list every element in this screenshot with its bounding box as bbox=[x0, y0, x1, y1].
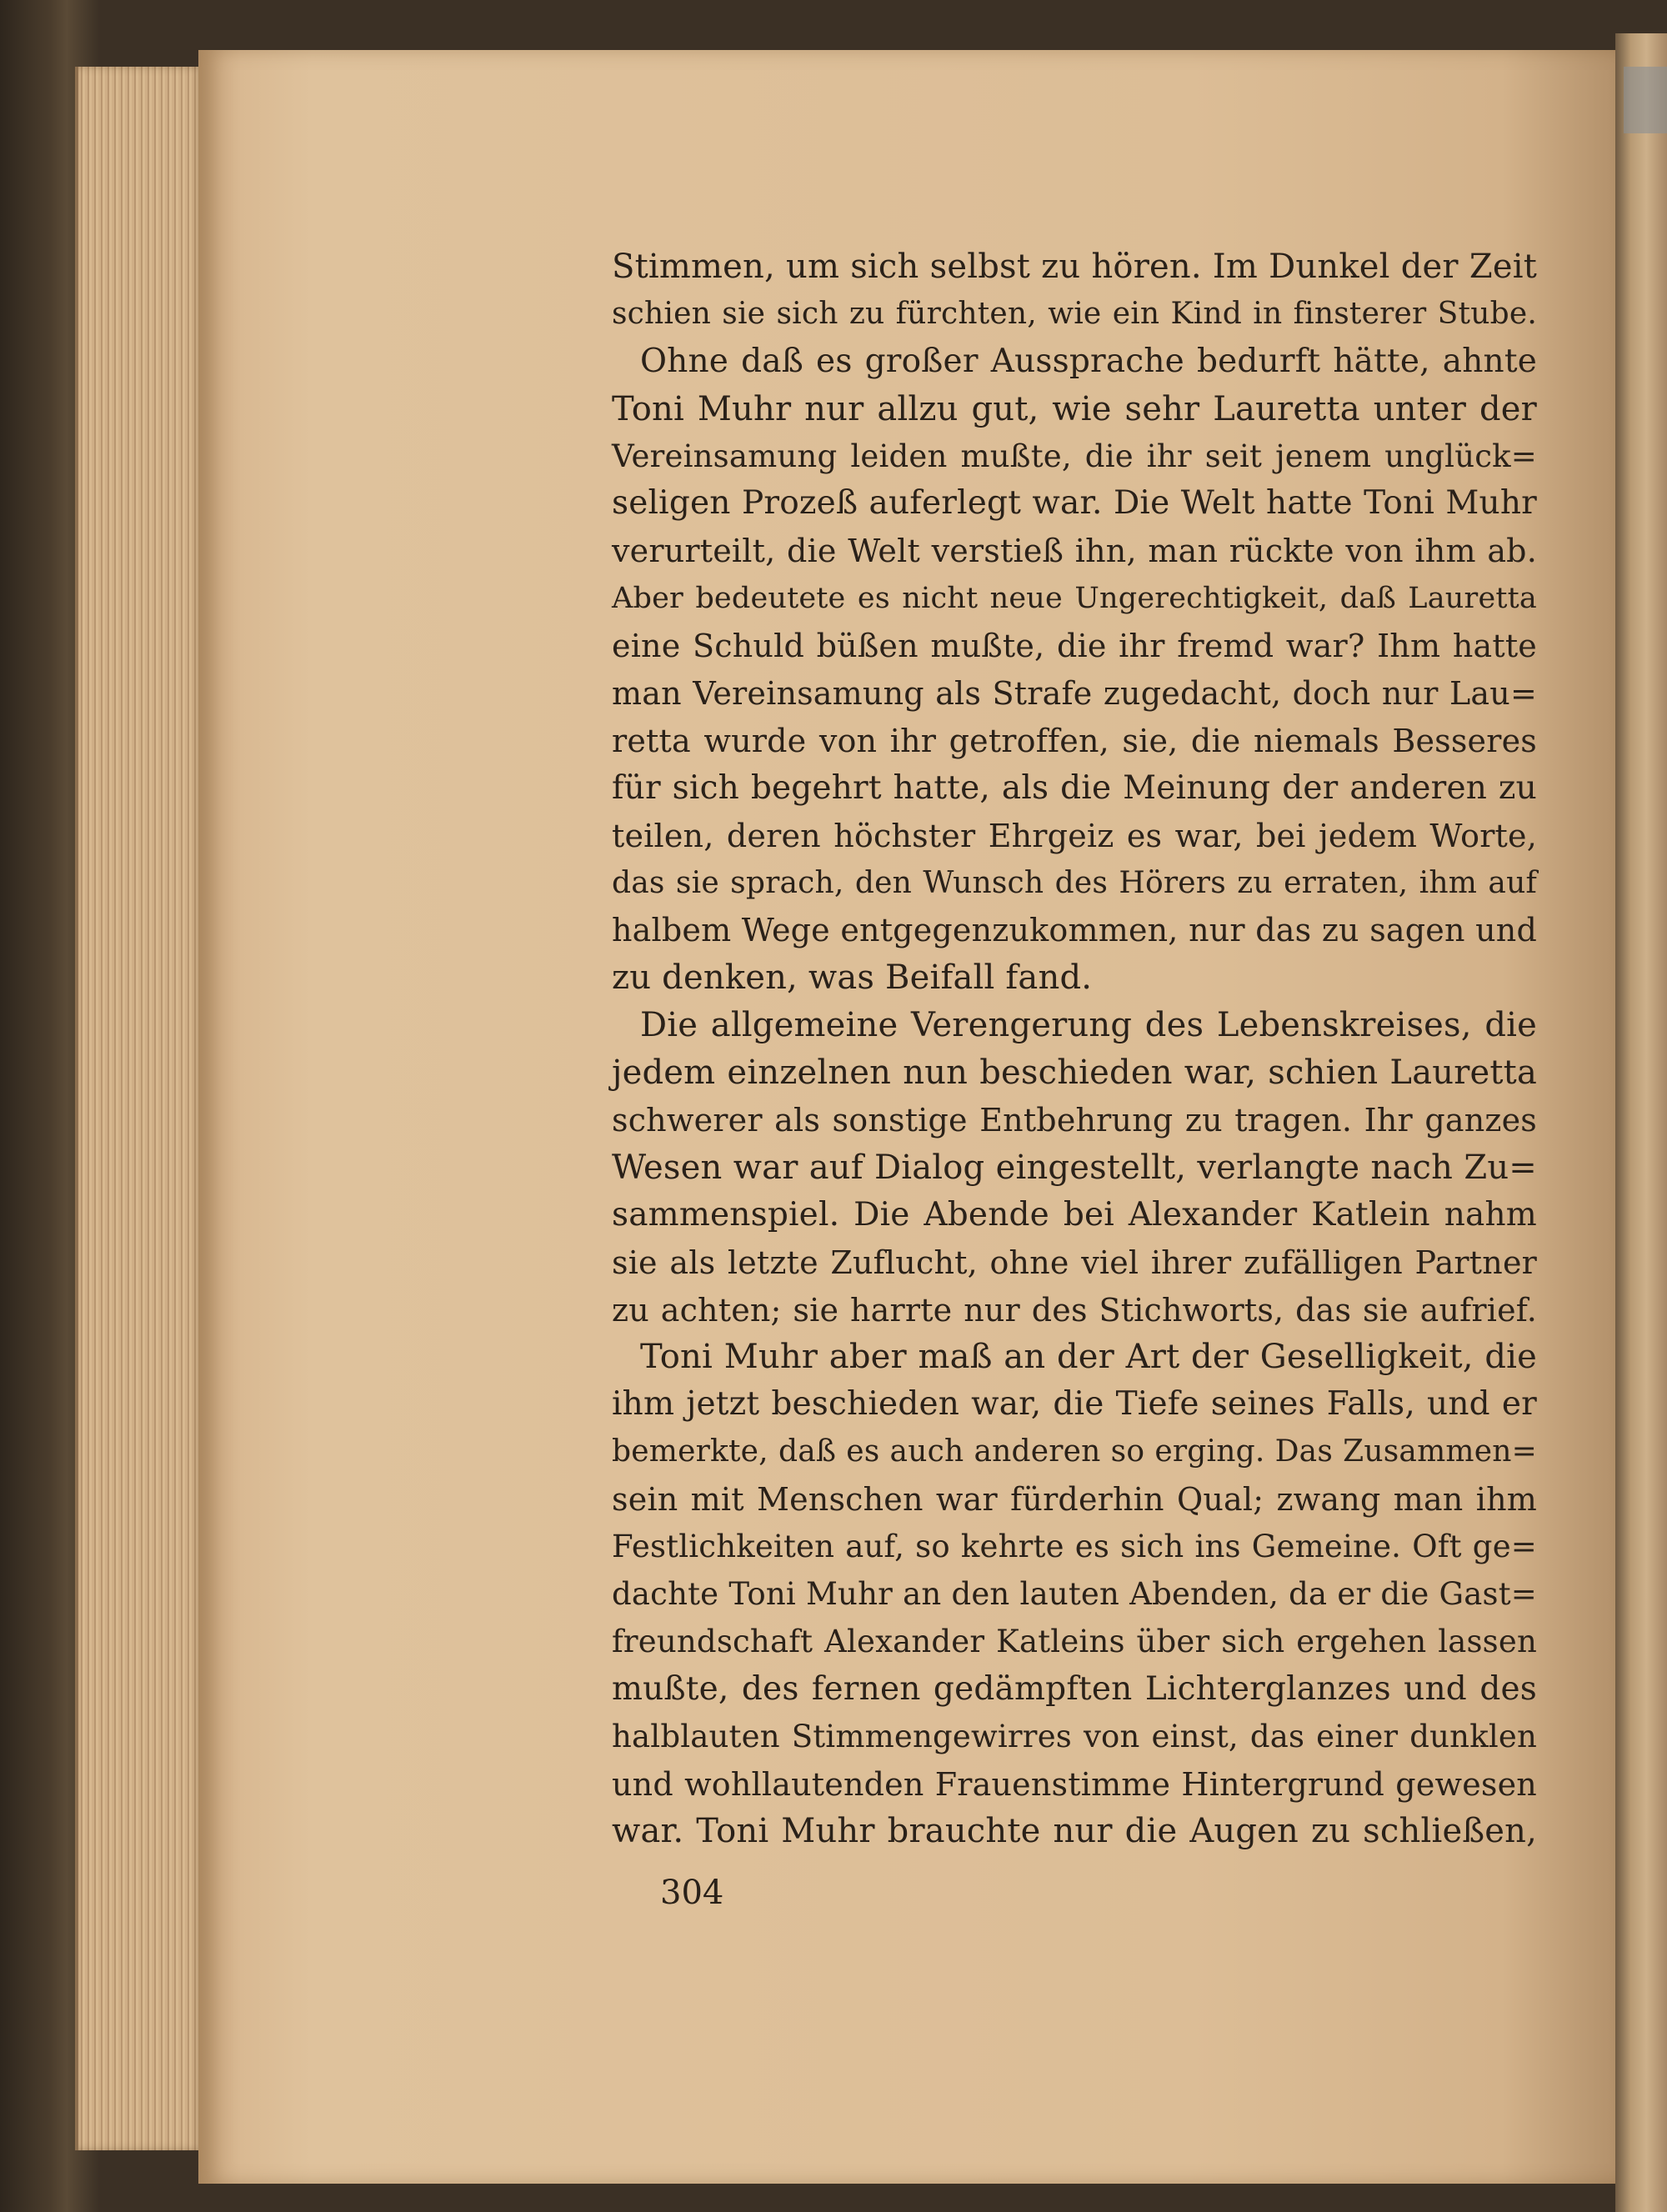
text-line: sein mit Menschen war fürderhin Qual; zwang man ihm bbox=[612, 1481, 1537, 1519]
text-line: Toni Muhr nur allzu gut, wie sehr Lauretta unter der bbox=[612, 389, 1537, 428]
text-line: ihm jetzt beschieden war, die Tiefe seines Falls, und er bbox=[612, 1385, 1537, 1424]
text-line: Aber bedeutete es nicht neue Ungerechtigkeit, daß Lauretta bbox=[612, 582, 1537, 616]
text-line: zu denken, was Beifall fand. bbox=[612, 958, 1093, 998]
page-number: 304 bbox=[660, 1874, 724, 1912]
body-text bbox=[612, 243, 1537, 1855]
text-line: Die allgemeine Verengerung des Lebenskreises, die bbox=[640, 1006, 1537, 1045]
page-edges bbox=[75, 67, 203, 2150]
text-line: war. Toni Muhr brauchte nur die Augen zu schließen, bbox=[612, 1812, 1537, 1851]
gutter-band bbox=[1624, 67, 1667, 133]
text-line: verurteilt, die Welt verstieß ihn, man rückte von ihm ab. bbox=[612, 533, 1537, 570]
text-line: halblauten Stimmengewirres von einst, das einer dunklen bbox=[612, 1718, 1537, 1754]
text-line: bemerkte, daß es auch anderen so erging. Das Zusammen= bbox=[612, 1434, 1537, 1469]
text-line: dachte Toni Muhr an den lauten Abenden, da er die Gast= bbox=[612, 1575, 1537, 1612]
text-line: schien sie sich zu fürchten, wie ein Kind in finsterer Stube. bbox=[612, 296, 1537, 331]
text-line: retta wurde von ihr getroffen, sie, die niemals Besseres bbox=[612, 722, 1537, 759]
text-line: das sie sprach, den Wunsch des Hörers zu erraten, ihm auf bbox=[612, 865, 1537, 900]
text-line: eine Schuld büßen mußte, die ihr fremd war? Ihm hatte bbox=[612, 628, 1537, 665]
text-line: Wesen war auf Dialog eingestellt, verlangte nach Zu= bbox=[612, 1148, 1537, 1187]
text-line: Stimmen, um sich selbst zu hören. Im Dunkel der Zeit bbox=[612, 248, 1537, 286]
text-line: und wohllautenden Frauenstimme Hintergrund gewesen bbox=[612, 1765, 1537, 1803]
text-line: Toni Muhr aber maß an der Art der Geselligkeit, die bbox=[640, 1338, 1537, 1377]
text-line: teilen, deren höchster Ehrgeiz es war, bei jedem Worte, bbox=[612, 817, 1537, 854]
text-line: Festlichkeiten auf, so kehrte es sich ins Gemeine. Oft ge= bbox=[612, 1529, 1537, 1565]
text-line: man Vereinsamung als Strafe zugedacht, doch nur Lau= bbox=[612, 675, 1537, 713]
text-line: freundschaft Alexander Katleins über sich ergehen lassen bbox=[612, 1623, 1537, 1659]
text-line: sammenspiel. Die Abende bei Alexander Katlein nahm bbox=[612, 1195, 1537, 1234]
text-line: seligen Prozeß auferlegt war. Die Welt hatte Toni Muhr bbox=[612, 484, 1537, 523]
text-line: für sich begehrt hatte, als die Meinung der anderen zu bbox=[612, 768, 1537, 807]
text-line: jedem einzelnen nun beschieden war, schien Lauretta bbox=[612, 1053, 1537, 1093]
text-line: mußte, des fernen gedämpften Lichterglanzes und des bbox=[612, 1669, 1537, 1708]
text-line: schwerer als sonstige Entbehrung zu tragen. Ihr ganzes bbox=[612, 1102, 1537, 1139]
text-line: Vereinsamung leiden mußte, die ihr seit jenem unglück= bbox=[612, 438, 1537, 474]
text-line: zu achten; sie harrte nur des Stichworts, das sie aufrief. bbox=[612, 1291, 1537, 1329]
text-line: Ohne daß es großer Aussprache bedurft hätte, ahnte bbox=[640, 342, 1537, 380]
book-gutter bbox=[1615, 33, 1667, 2212]
text-line: halbem Wege entgegenzukommen, nur das zu sagen und bbox=[612, 912, 1537, 949]
text-line: sie als letzte Zuflucht, ohne viel ihrer zufälligen Partner bbox=[612, 1244, 1537, 1281]
